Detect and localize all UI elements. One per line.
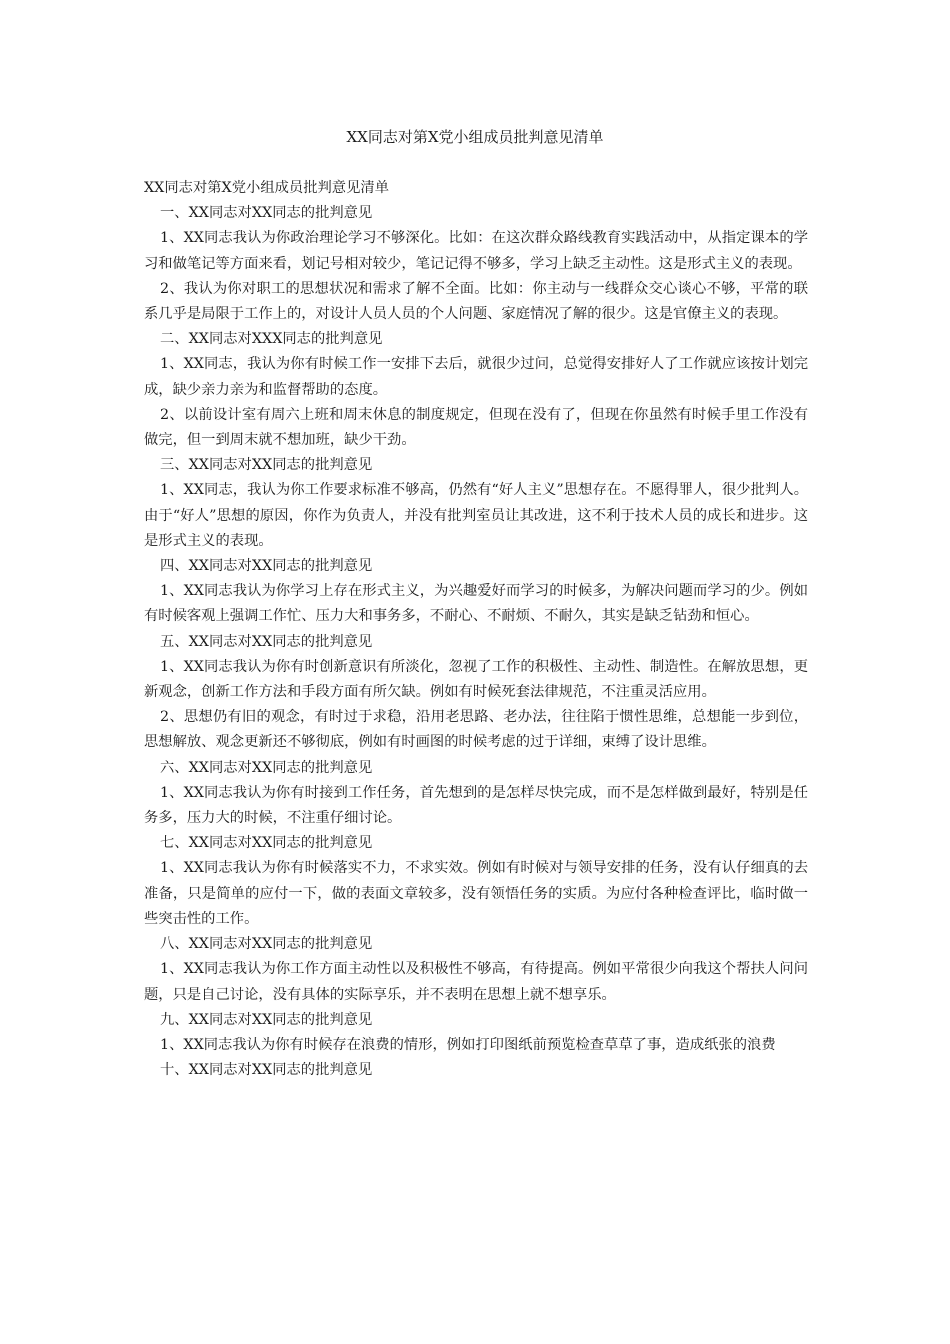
section-heading: 二、XX同志对XXX同志的批判意见: [160, 331, 383, 348]
paragraph: 2、我认为你对职工的思想状况和需求了解不全面。比如：你主动与一线群众交心谈心不够，平常的联系几乎是局限于工作上的，对设计人员人员的个人问题、家庭情况了解的很少。这是官僚主义的表现。: [144, 280, 808, 323]
paragraph: 1、XX同志我认为你学习上存在形式主义，为兴趣爱好而学习的时候多，为解决问题而学习的少。例如有时候客观上强调工作忙、压力大和事务多，不耐心、不耐烦、不耐久，其实是缺乏钻劲和恒心。: [144, 583, 808, 625]
section-heading: 十、XX同志对XX同志的批判意见: [160, 1062, 373, 1079]
paragraph: 1、XX同志我认为你工作方面主动性以及积极性不够高，有待提高。例如平常很少向我这个帮扶人问问题，只是自己讨论，没有具体的实际享乐，并不表明在思想上就不想享乐。: [144, 961, 808, 1003]
document-body: [144, 176, 808, 1083]
section-heading: 六、XX同志对XX同志的批判意见: [160, 759, 373, 776]
section-heading: 九、XX同志对XX同志的批判意见: [160, 1011, 373, 1028]
section-heading: 一、XX同志对XX同志的批判意见: [160, 205, 373, 222]
paragraph: 2、思想仍有旧的观念，有时过于求稳，沿用老思路、老办法，往往陷于惯性思维，总想能一步到位，思想解放、观念更新还不够彻底，例如有时画图的时候考虑的过于详细，束缚了设计思维。: [144, 709, 808, 751]
paragraph: 1、XX同志我认为你有时创新意识有所淡化，忽视了工作的积极性、主动性、制造性。在解放思想，更新观念，创新工作方法和手段方面有所欠缺。例如有时候死套法律规范，不注重灵活应用。: [144, 658, 808, 701]
section-heading: 三、XX同志对XX同志的批判意见: [160, 457, 373, 474]
paragraph: 1、XX同志，我认为你有时候工作一安排下去后，就很少过问，总觉得安排好人了工作就应该按计划完成，缺少亲力亲为和监督帮助的态度。: [144, 356, 808, 398]
section-heading: 七、XX同志对XX同志的批判意见: [160, 835, 373, 852]
section-heading: 五、XX同志对XX同志的批判意见: [160, 633, 373, 650]
paragraph: 1、XX同志我认为你有时候存在浪费的情形，例如打印图纸前预览检查草草了事，造成纸张的浪费: [160, 1036, 776, 1053]
section-heading: 四、XX同志对XX同志的批判意见: [160, 558, 373, 575]
section-heading: 八、XX同志对XX同志的批判意见: [160, 936, 373, 953]
document-title: XX同志对第X党小组成员批判意见清单: [346, 128, 604, 146]
body-title-line: XX同志对第X党小组成员批判意见清单: [144, 180, 389, 196]
paragraph: 1、XX同志我认为你有时候落实不力，不求实效。例如有时候对与领导安排的任务，没有认仔细真的去准备，只是简单的应付一下，做的表面文章较多，没有领悟任务的实质。为应付各种检查评比，临时做一些突击性的工作。: [144, 860, 808, 927]
paragraph: 1、XX同志我认为你政治理论学习不够深化。比如：在这次群众路线教育实践活动中，从指定课本的学习和做笔记等方面来看，划记号相对较少，笔记记得不够多，学习上缺乏主动性。这是形式主义的表现。: [144, 230, 808, 272]
paragraph: 2、以前设计室有周六上班和周末休息的制度规定，但现在没有了，但现在你虽然有时候手里工作没有做完，但一到周末就不想加班，缺少干劲。: [144, 406, 808, 449]
paragraph: 1、XX同志，我认为你工作要求标准不够高，仍然有“好人主义”思想存在。不愿得罪人，很少批判人。由于“好人”思想的原因，你作为负责人，并没有批判室员让其改进，这不利于技术人员的成长和进步。这是形式主义的表现。: [144, 482, 808, 549]
paragraph: 1、XX同志我认为你有时接到工作任务，首先想到的是怎样尽快完成，而不是怎样做到最好，特别是任务多，压力大的时候，不注重仔细讨论。: [144, 784, 808, 827]
